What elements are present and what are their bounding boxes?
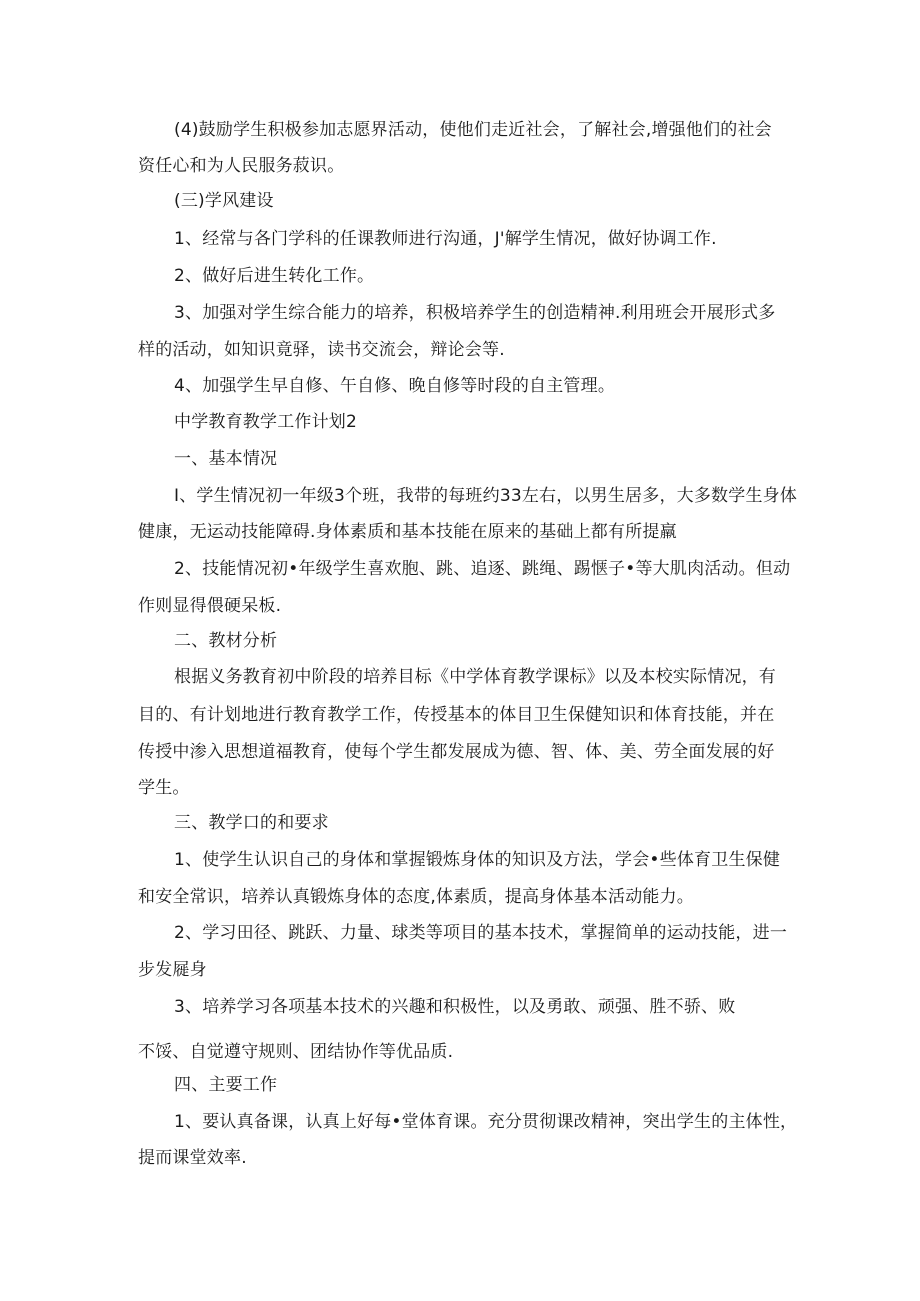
paragraph-line: 不馁、自觉遵守规则、团结协作等优品质. [138,1042,454,1062]
paragraph-line: 资任心和为人民服务菽识。 [138,156,345,176]
paragraph-line: 1、要认真备课，认真上好每•堂体育课。充分贯彻课改精神，突出学生的主体性， [174,1112,798,1132]
section-heading: 四、主要工作 [174,1075,278,1095]
paragraph-line: 1、经常与各门学科的任课教师进行沟通，J'解学生情况，做好协调工作. [174,229,717,249]
document-title: 中学教育教学工作计划2 [174,412,358,432]
paragraph-line: 作则显得偎硬呆板. [138,596,282,616]
paragraph-line: 传授中渗入思想道福教育，使每个学生都发展成为德、智、体、美、劳全面发展的好 [138,742,775,762]
paragraph-line: 和安全常识，培养认真锻炼身体的态度,体素质，提高身体基本活动能力。 [138,887,695,907]
paragraph-line: 2、学习田径、跳跃、力量、球类等项目的基本技术，掌握简单的运动技能，进一 [174,923,788,943]
paragraph-line: 目的、有计划地进行教育教学工作，传授基本的体目卫生保健知识和体育技能，并在 [138,705,775,725]
paragraph-line: 2、做好后进生转化工作。 [174,266,375,286]
paragraph-line: 根据义务教育初中阶段的培养目标《中学体育教学课标》以及本校实际情况，有 [174,667,776,687]
paragraph-line: 健康，无运动技能障碍.身体素质和基本技能在原来的基础上都有所提羸 [138,522,677,542]
paragraph-line: (4)鼓励学生积极参加志愿界活动，使他们走近社会，了解社会,增强他们的社会 [174,120,772,140]
paragraph-line: 步发屣身 [138,960,207,980]
section-heading: 一、基本情况 [174,449,278,469]
paragraph-line: I、学生情况初一年级3个班，我带的每班约33左右，以男生居多，大多数学生身体 [174,486,798,506]
section-heading: (三)学风建设 [174,191,274,211]
paragraph-line: 4、加强学生早自修、午自修、晚自修等时段的自主管理。 [174,376,616,396]
section-heading: 三、教学口的和要求 [174,813,329,833]
paragraph-line: 2、技能情况初•年级学生喜欢胞、跳、追逐、跳绳、踢惬子•等大肌肉活动。但动 [174,559,791,579]
paragraph-line: 学生。 [138,778,190,798]
paragraph-line: 3、加强对学生综合能力的培养，积极培养学生的创造精神.利用班会开展形式多 [174,303,776,323]
paragraph-line: 1、使学生认识自己的身体和掌握锻炼身体的知识及方法，学会•些体育卫生保健 [174,850,781,870]
paragraph-line: 3、培养学习各项基本技术的兴趣和积极性，以及勇敢、顽强、胜不骄、败 [174,997,736,1017]
paragraph-line: 样的活动，如知识竟驿，读书交流会，辩论会等. [138,340,505,360]
section-heading: 二、教材分析 [174,631,278,651]
paragraph-line: 提而课堂效率. [138,1148,247,1168]
